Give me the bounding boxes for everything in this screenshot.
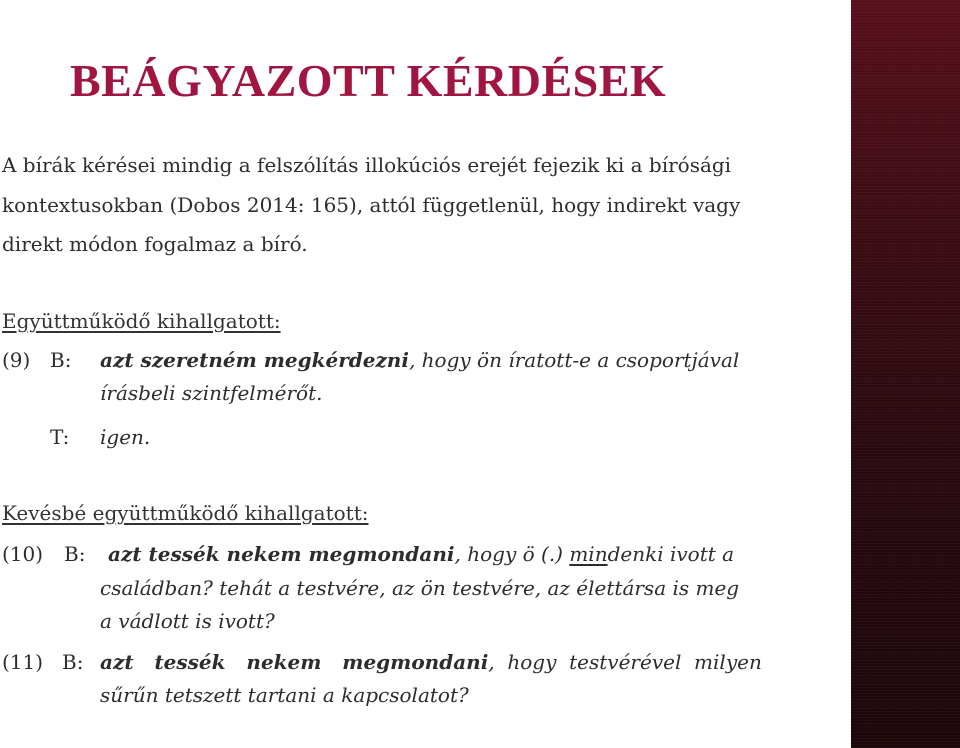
example-9-speaker: B:	[50, 348, 72, 372]
intro-line-1: A bírák kérései mindig a felszólítás illokúciós erejét fejezik ki a bírósági	[2, 153, 732, 177]
example-10-mid: , hogy ö (.)	[454, 542, 570, 566]
example-9-speaker-t: T:	[50, 425, 70, 449]
example-10-text	[108, 541, 734, 567]
example-11-rest: , hogy testvérével milyen	[488, 650, 762, 674]
example-10-speaker: B:	[64, 542, 86, 566]
decorative-sidebar	[851, 0, 960, 748]
example-10-rest: denki ivott a	[607, 542, 735, 566]
example-10-bold-phrase: azt tessék nekem megmondani	[108, 542, 455, 566]
example-10-line-2: családban? tehát a testvére, az ön testvére, az élettársa is meg	[100, 576, 740, 600]
example-11-bold-phrase: azt tessék nekem megmondani	[100, 650, 489, 674]
example-9-rest: , hogy ön íratott-e a csoportjával	[408, 348, 740, 372]
slide-title: BEÁGYAZOTT KÉRDÉSEK	[70, 55, 667, 106]
example-10-line-3: a vádlott is ivott?	[100, 609, 275, 633]
example-9-line-2: írásbeli szintfelmérőt.	[100, 381, 323, 405]
example-10-underlined: min	[569, 542, 608, 566]
intro-line-2: kontextusokban (Dobos 2014: 165), attól függetlenül, hogy indirekt vagy	[2, 193, 741, 217]
intro-line-3: direkt módon fogalmaz a bíró.	[2, 232, 308, 256]
example-11-text	[100, 649, 762, 675]
example-11-number: (11)	[2, 650, 44, 674]
example-9-bold-phrase: azt szeretném megkérdezni	[100, 348, 409, 372]
example-9-number: (9)	[2, 348, 31, 372]
example-11-line-2: sűrűn tetszett tartani a kapcsolatot?	[100, 683, 469, 707]
section-heading-less-cooperative: Kevésbé együttműködő kihallgatott:	[2, 501, 369, 525]
example-10-number: (10)	[2, 542, 44, 566]
example-11-speaker: B:	[62, 650, 84, 674]
section-heading-cooperative: Együttműködő kihallgatott:	[2, 309, 281, 333]
example-9-text	[100, 347, 739, 373]
example-9-answer: igen.	[100, 425, 151, 449]
